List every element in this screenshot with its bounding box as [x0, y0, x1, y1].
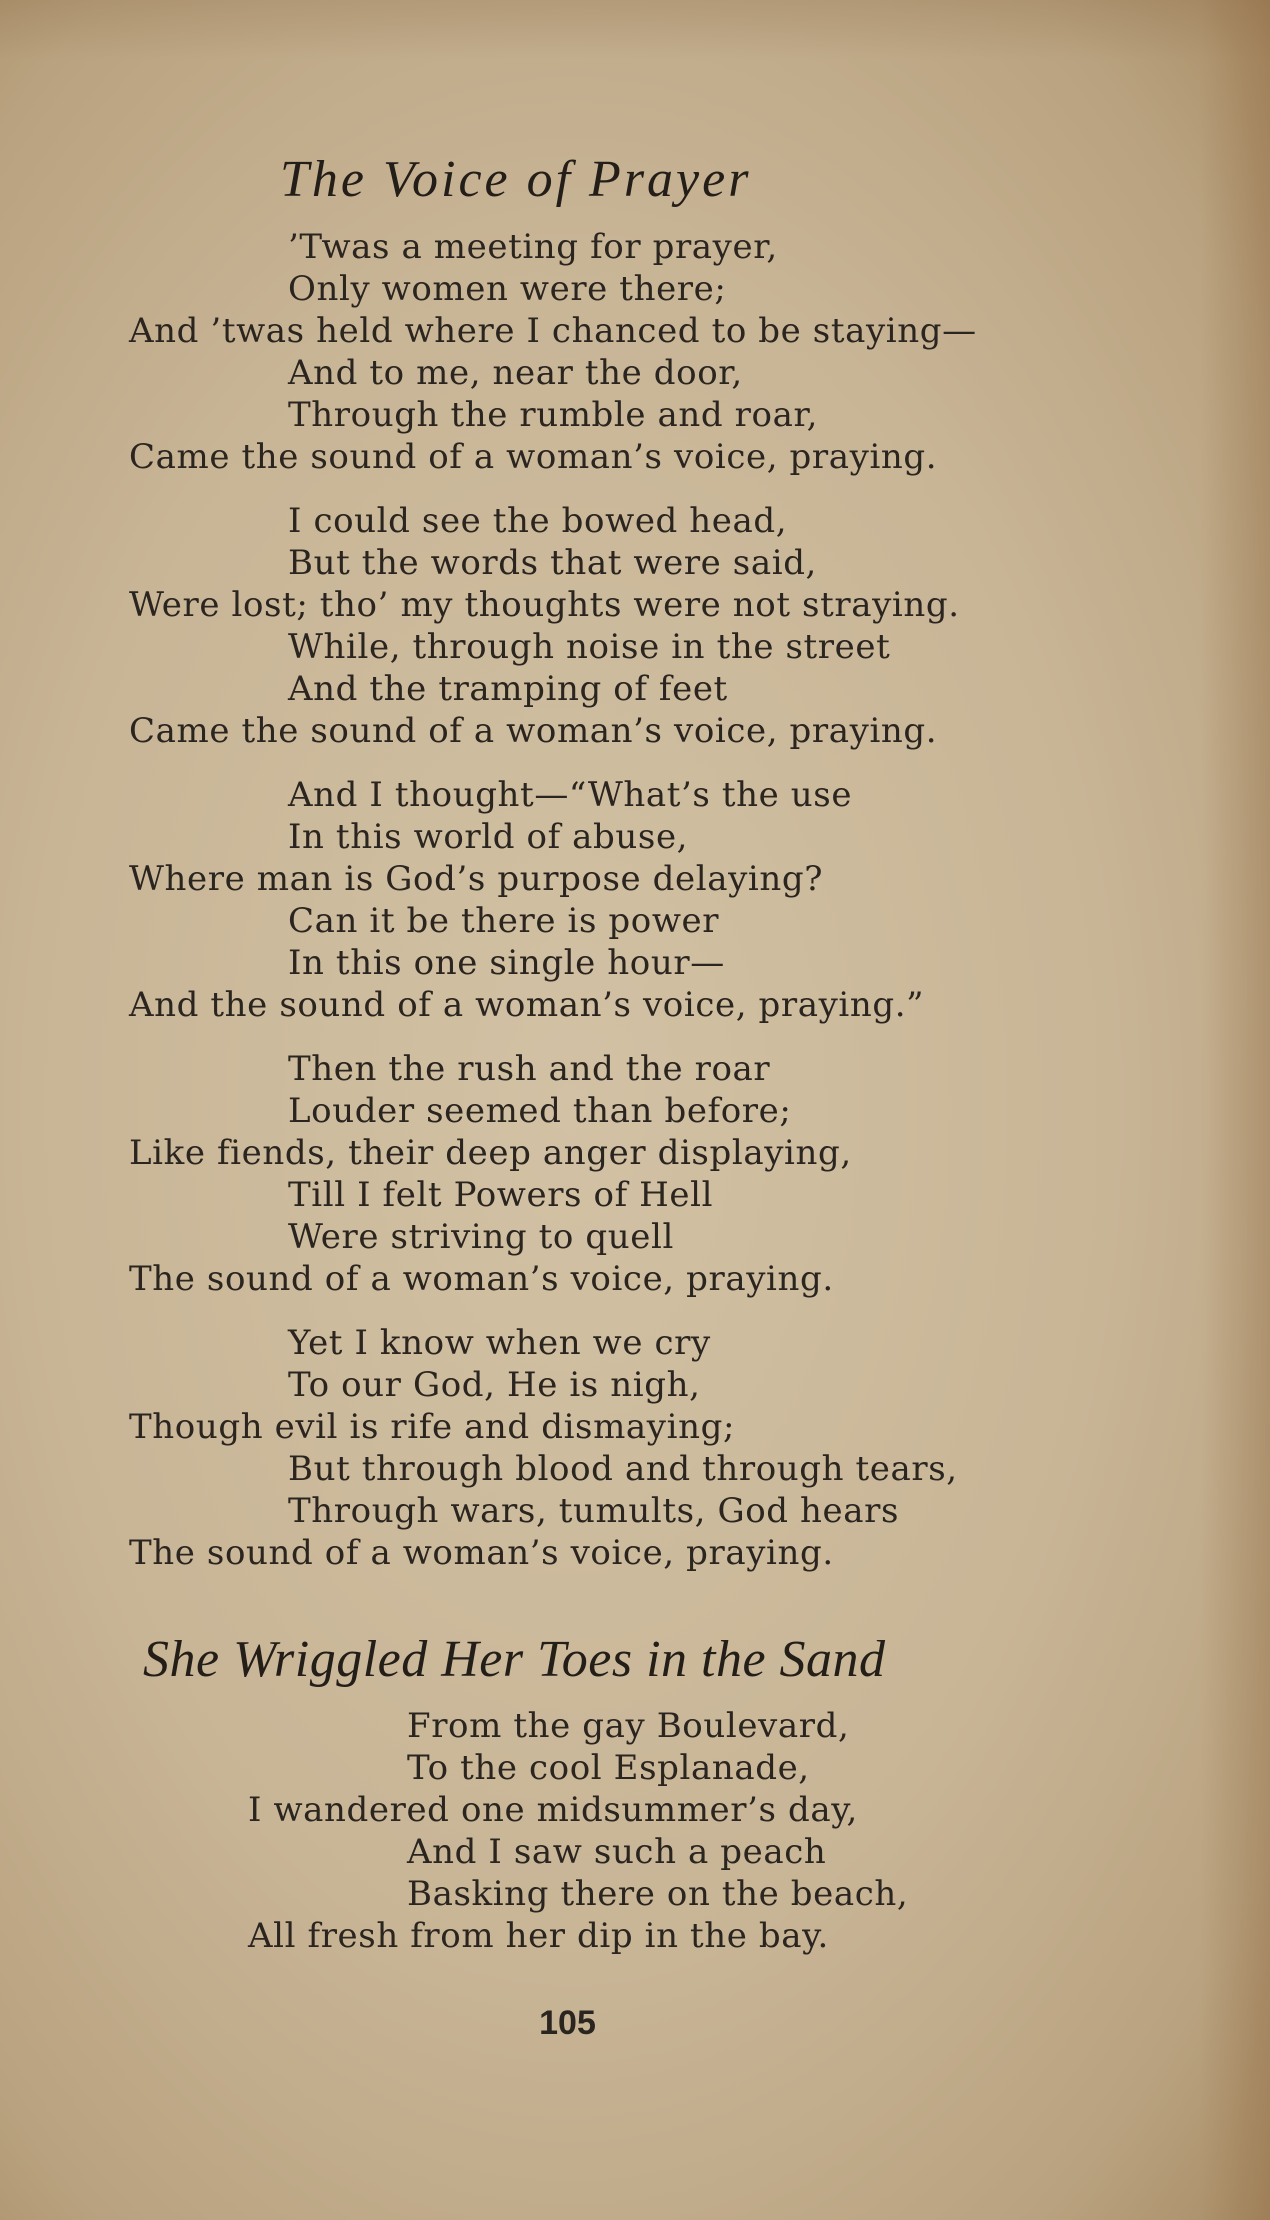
poem-line: But through blood and through tears, — [288, 1449, 958, 1489]
poem-line: To our God, He is nigh, — [288, 1365, 701, 1405]
poem-line: ’Twas a meeting for prayer, — [288, 227, 778, 267]
poem-line: Where man is God’s purpose delaying? — [129, 859, 824, 899]
poem-line: Can it be there is power — [288, 901, 720, 941]
poem-line: Then the rush and the roar — [288, 1049, 771, 1089]
poem-line: The sound of a woman’s voice, praying. — [129, 1533, 834, 1573]
poem-line: Like fiends, their deep anger displaying, — [129, 1133, 852, 1173]
poem-line: To the cool Esplanade, — [407, 1748, 810, 1788]
poem-line: And ’twas held where I chanced to be staying— — [129, 311, 977, 351]
poem-line: Came the sound of a woman’s voice, praying. — [129, 437, 938, 477]
poem-line: In this one single hour— — [288, 943, 725, 983]
poem-line: Louder seemed than before; — [288, 1091, 792, 1131]
poem-title: The Voice of Prayer — [280, 151, 752, 208]
poem-line: While, through noise in the street — [288, 627, 891, 667]
poem-line: Were striving to quell — [288, 1217, 674, 1257]
poem-line: I could see the bowed head, — [288, 501, 788, 541]
poem-line: Through wars, tumults, God hears — [288, 1491, 900, 1531]
poem-line: And to me, near the door, — [288, 353, 743, 393]
page-number: 105 — [539, 2004, 596, 2042]
poem-line: And the tramping of feet — [288, 669, 728, 709]
poem-title: She Wriggled Her Toes in the Sand — [143, 1631, 886, 1688]
poem-line: From the gay Boulevard, — [407, 1706, 850, 1746]
poem-line: In this world of abuse, — [288, 817, 689, 857]
poem-line: I wandered one midsummer’s day, — [248, 1790, 858, 1830]
poem-line: Basking there on the beach, — [407, 1874, 909, 1914]
poem-line: And the sound of a woman’s voice, praying.” — [129, 985, 925, 1025]
poem-line: Though evil is rife and dismaying; — [129, 1407, 736, 1447]
poem-line: All fresh from her dip in the bay. — [248, 1916, 829, 1956]
poem-line: Through the rumble and roar, — [288, 395, 818, 435]
poem-line: The sound of a woman’s voice, praying. — [129, 1259, 834, 1299]
poem-line: Only women were there; — [288, 269, 727, 309]
poem-line: And I thought—“What’s the use — [288, 775, 853, 815]
poem-line: Came the sound of a woman’s voice, praying. — [129, 711, 938, 751]
poem-line: And I saw such a peach — [407, 1832, 827, 1872]
poem-line: Yet I know when we cry — [288, 1323, 711, 1363]
poem-line: But the words that were said, — [288, 543, 817, 583]
poem-line: Till I felt Powers of Hell — [288, 1175, 714, 1215]
poem-line: Were lost; tho’ my thoughts were not straying. — [129, 585, 960, 625]
